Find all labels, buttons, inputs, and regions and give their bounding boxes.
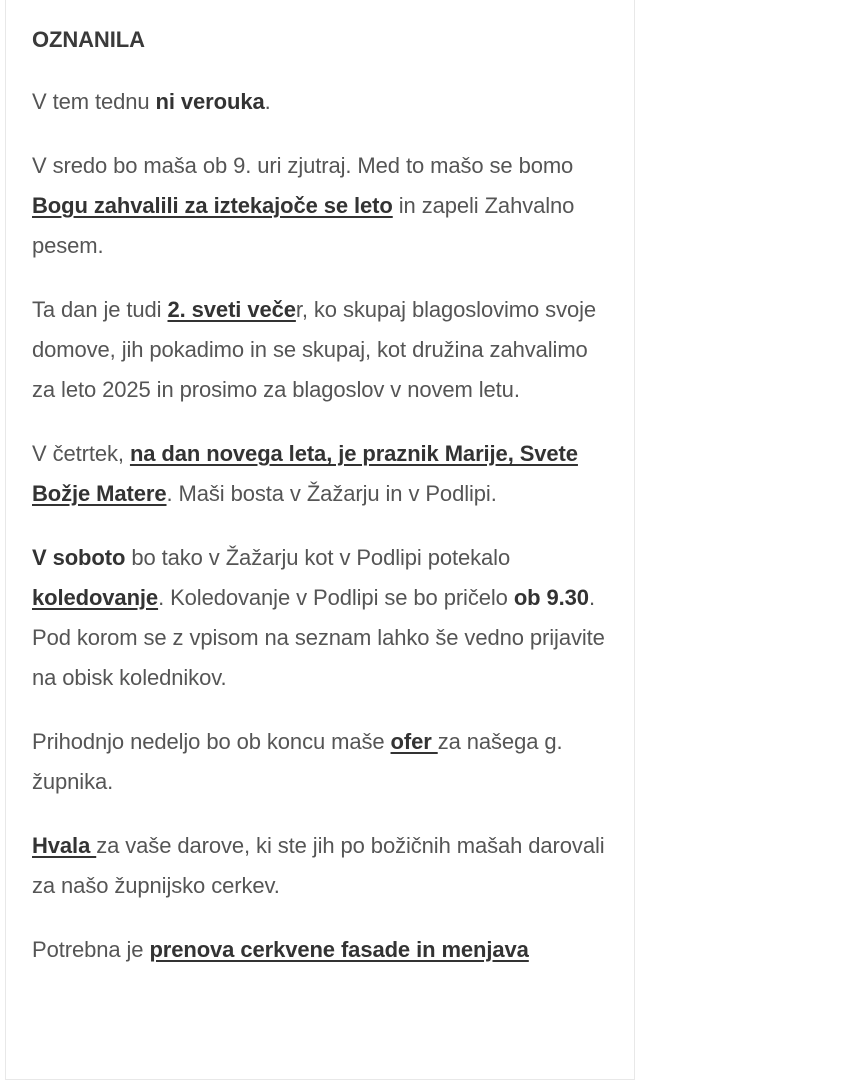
underlined-bold-text: na dan novega leta, je praznik Marije, Svete Božje Matere <box>32 441 578 506</box>
text-segment: V četrtek, <box>32 441 130 466</box>
paragraph-thanks <box>32 826 612 906</box>
bold-text: ni verouka <box>155 89 265 114</box>
text-segment: . <box>264 89 271 114</box>
text-segment: in zapeli Zahvalno pesem. <box>32 193 575 258</box>
text-segment: za vaše darove, ki ste jih po božičnih mašah darovali za našo župnijsko cerkev. <box>32 833 605 898</box>
text-segment: bo tako v Žažarju kot v Podlipi potekalo <box>125 545 511 570</box>
text-segment: za našega g. župnika. <box>32 729 563 794</box>
text-segment: r, ko skupaj blagoslovimo svoje domove, jih pokadimo in se skupaj, kot družina zahvalimo za leto 2025 in prosimo za blagoslov v novem letu. <box>32 297 597 402</box>
underlined-bold-text: 2. sveti veče <box>167 297 296 322</box>
paragraph-renovation <box>32 930 612 970</box>
text-segment: V sredo bo maša ob 9. uri zjutraj. Med to mašo se bomo <box>32 153 574 178</box>
bold-text: ob 9.30 <box>513 585 589 610</box>
underlined-bold-text: koledovanje <box>32 585 159 610</box>
text-segment: Ta dan je tudi <box>32 297 168 322</box>
paragraph-holy-evening <box>32 290 612 410</box>
underlined-bold-text: Bogu zahvalili za iztekajoče se leto <box>32 193 393 218</box>
underlined-bold-text: Hvala <box>32 833 97 858</box>
article-title: OZNANILA <box>32 27 145 52</box>
text-segment: . Pod korom se z vpisom na seznam lahko še vedno prijavite na obisk kolednikov. <box>32 585 605 690</box>
text-segment: Potrebna je <box>32 937 150 962</box>
text-segment: Prihodnjo nedeljo bo ob koncu maše <box>32 729 391 754</box>
paragraph-wednesday-mass <box>32 146 612 266</box>
underlined-bold-text: ofer <box>390 729 438 754</box>
article-body <box>32 22 612 994</box>
paragraph-offering <box>32 722 612 802</box>
underlined-bold-text: prenova cerkvene fasade in menjava <box>149 937 529 962</box>
text-segment: . Maši bosta v Žažarju in v Podlipi. <box>166 481 497 506</box>
paragraph-carolling <box>32 538 612 698</box>
paragraph-new-year <box>32 434 612 514</box>
bold-text: V soboto <box>32 545 126 570</box>
paragraph-no-catechism <box>32 82 612 122</box>
text-segment: . Koledovanje v Podlipi se bo pričelo <box>158 585 514 610</box>
text-segment: V tem tednu <box>32 89 156 114</box>
